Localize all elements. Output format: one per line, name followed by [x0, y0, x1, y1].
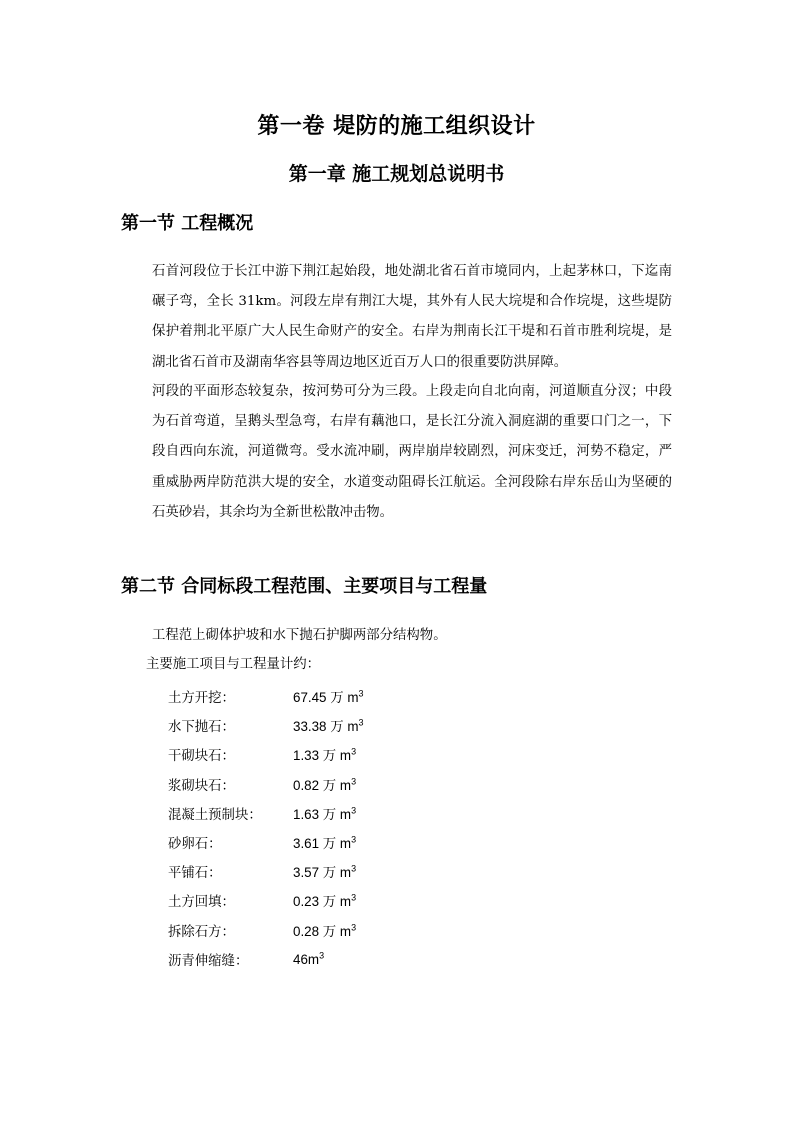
quantity-row	[168, 711, 364, 740]
quantity-item-value: 3.61 万 $m^3$	[293, 834, 357, 852]
quantity-item-name: 拆除石方：	[168, 924, 235, 940]
quantity-item-name: 干砌块石：	[168, 749, 235, 765]
quantity-item-value: 67.45 万 $m^3$	[293, 688, 364, 706]
section-1-paragraph-1: 石首河段位于长江中游下荆江起始段，地处湖北省石首市境同内，上起茅林口，下迄南碾子弯，全长 31km。河段左岸有荆江大堤，其外有人民大垸堤和合作垸堤，这些堤防保护着荆北平原广大人民生命财产的安全。右岸为荆南长江干堤和石首市胜利垸堤，是湖北省石首市及湖南华容县等周边地区近百万人口的很重要防洪屏障。	[152, 264, 672, 370]
quantity-item-name: 土方开挖：	[168, 691, 235, 707]
quantity-row	[168, 916, 364, 945]
quantity-row	[168, 682, 364, 711]
quantity-item-name: 平铺石：	[168, 866, 222, 882]
quantity-item-value: 0.28 万 $m^3$	[293, 922, 357, 939]
quantity-item-name: 水下抛石：	[168, 720, 235, 736]
quantity-item-name: 沥青伸缩缝：	[168, 953, 249, 969]
quantity-item-name: 浆砌块石：	[168, 778, 235, 794]
section-2-title: 第二节 合同标段工程范围、主要项目与工程量	[121, 576, 488, 597]
quantity-row	[168, 857, 364, 886]
section-2-intro-quantities: 主要施工项目与工程量计约：	[146, 657, 321, 672]
quantity-item-name: 砂卵石：	[168, 837, 222, 853]
quantity-row	[168, 886, 364, 915]
quantity-row	[168, 740, 364, 769]
quantity-item-value: $46m^3$	[293, 950, 325, 967]
quantity-row	[168, 828, 364, 857]
quantity-row	[168, 799, 364, 828]
section-2-intro-scope: 工程范上砌体护坡和水下抛石护脚两部分结构物。	[152, 628, 447, 643]
quantity-item-value: 0.82 万 $m^3$	[293, 776, 357, 793]
quantity-item-value: 0.23 万 $m^3$	[293, 892, 357, 910]
section-1-paragraph-2: 河段的平面形态较复杂，按河势可分为三段。上段走向自北向南，河道顺直分汊；中段为石首弯道，呈鹅头型急弯，右岸有藕池口，是长江分流入洞庭湖的重要口门之一，下段自西向东流，河道微弯。受水流冲刷，两岸崩岸较剧烈，河床变迁，河势不稳定，严重威胁两岸防范洪大堤的安全，水道变动阻碍长江航运。全河段除右岸东岳山为坚硬的石英砂岩，其余均为全新世松散冲击物。	[152, 384, 672, 520]
quantity-item-value: 3.57 万 $m^3$	[293, 863, 357, 881]
quantity-item-value: 1.63 万 $m^3$	[293, 805, 357, 822]
quantity-item-value: 33.38 万 $m^3$	[293, 717, 364, 735]
quantity-row	[168, 770, 364, 799]
quantity-row	[168, 945, 364, 974]
section-1-title: 第一节 工程概况	[121, 213, 254, 234]
quantity-item-name: 混凝土预制块：	[168, 807, 262, 823]
quantity-item-value: 1.33 万 $m^3$	[293, 747, 357, 764]
volume-title: 第一卷 堤防的施工组织设计	[257, 114, 536, 139]
quantity-list	[168, 682, 364, 974]
chapter-title: 第一章 施工规划总说明书	[288, 163, 505, 185]
quantity-item-name: 土方回填：	[168, 895, 235, 911]
